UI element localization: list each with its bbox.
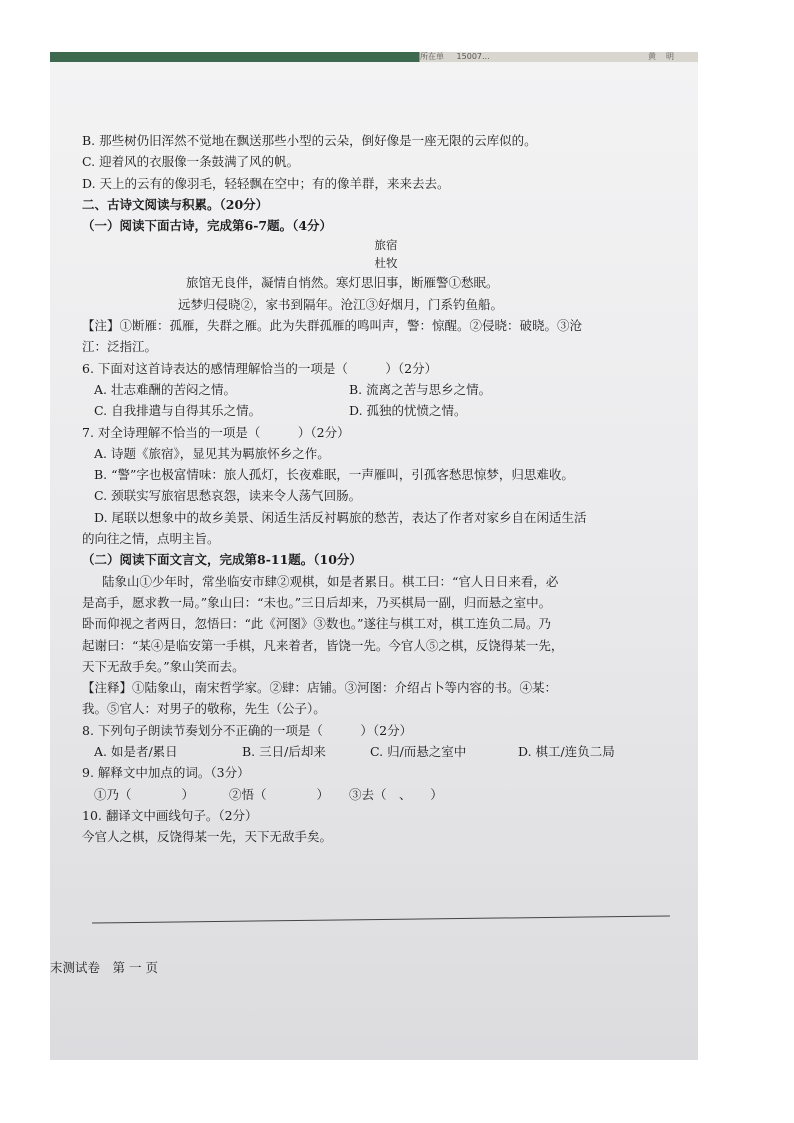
section-2-heading: 二、古诗文阅读与积累。（20分）	[82, 196, 269, 212]
q7-option-c: C. 颈联实写旅宿思愁哀怨，读来令人荡气回肠。	[94, 488, 362, 504]
question-10-sentence: 今官人之棋，反饶得某一先，天下无敌手矣。	[82, 829, 333, 845]
q9-blank-2: ②悟（ ）	[229, 786, 330, 802]
passage-note-line-1: 【注释】①陆象山，南宋哲学家。②肆：店铺。③河图：介绍占卜等内容的书。④某：	[82, 680, 558, 696]
poem-author: 杜牧	[374, 256, 398, 271]
q8-option-d: D. 棋工/连负二局	[518, 744, 615, 760]
q6-option-c: C. 自我排遣与自得其乐之情。	[94, 403, 262, 419]
option-b-line: B. 那些树仍旧浑然不觉地在飘送那些小型的云朵，倒好像是一座无限的云库似的。	[82, 133, 537, 148]
q6-option-d: D. 孤独的忧愤之情。	[349, 403, 467, 419]
q7-option-d-line-1: D. 尾联以想象中的故乡美景、闲适生活反衬羁旅的愁苦，表达了作者对家乡自在闲适生活	[94, 509, 587, 525]
q7-option-a: A. 诗题《旅宿》，显见其为羁旅怀乡之作。	[94, 445, 330, 461]
poem-line-1: 旅馆无良伴，凝情自悄然。寒灯思旧事，断雁警①愁眠。	[186, 275, 499, 291]
option-d-line: D. 天上的云有的像羽毛，轻轻飘在空中；有的像羊群，来来去去。	[82, 175, 450, 191]
poem-line-2: 远梦归侵晓②，家书到隔年。沧江③好烟月，门系钓鱼船。	[178, 296, 504, 312]
passage-line-5: 天下无敌手矣。”象山笑而去。	[82, 658, 245, 674]
poem-note-line-2: 江：泛指江。	[82, 339, 158, 355]
poem-title: 旅宿	[374, 238, 398, 253]
question-8-options	[82, 741, 690, 762]
q9-blank-3: ③去（ 、 ）	[349, 786, 443, 802]
question-6-options-row-1	[82, 379, 690, 400]
passage-line-1: 陆象山①少年时，常坐临安市肆②观棋，如是者累日。棋工曰：“官人日日来看，必	[102, 573, 559, 589]
peek-text-d: 明	[666, 52, 674, 61]
q8-option-a: A. 如是者/累日	[94, 744, 178, 760]
passage-line-2: 是高手，愿求教一局。”象山曰：“未也。”三日后却来，乃买棋局一副，归而悬之室中。	[82, 594, 552, 610]
passage-line-3: 卧而仰视之者两日，忽悟曰：“此《河图》③数也。”遂往与棋工对，棋工连负二局。乃	[82, 616, 552, 632]
page-footer: 末测试卷 第 一 页	[50, 960, 158, 975]
q6-option-b: B. 流离之苦与思乡之情。	[349, 381, 492, 397]
q8-option-c: C. 归/而悬之室中	[370, 744, 467, 760]
q7-option-d-line-2: 的向往之情，点明主旨。	[82, 531, 220, 547]
part-2-heading: （二）阅读下面文言文，完成第8-11题。（10分）	[82, 552, 362, 568]
part-1-heading: （一）阅读下面古诗，完成第6-7题。（4分）	[82, 218, 333, 234]
q7-option-b: B. “警”字也极富情味：旅人孤灯，长夜难眠，一声雁叫，引孤客愁思惊梦，归思难收。	[94, 467, 574, 483]
question-8: 8. 下列句子朗读节奏划分不正确的一项是（ ）（2分）	[82, 722, 413, 738]
option-c-line: C. 迎着风的衣服像一条鼓满了风的帆。	[82, 154, 300, 170]
passage-line-4: 起谢曰：“某④是临安第一手棋，凡来着者，皆饶一先。今官人⑤之棋，反饶得某一先，	[82, 637, 564, 653]
peek-text-c: 黄	[648, 52, 656, 61]
question-9: 9. 解释文中加点的词。（3分）	[82, 765, 250, 781]
question-9-blanks	[82, 784, 690, 805]
passage-note-line-2: 我。⑤官人：对男子的敬称，先生（公子）。	[82, 701, 326, 717]
peek-text-a: 所在单	[420, 52, 444, 61]
underlying-sheet-text	[420, 52, 698, 62]
question-10: 10. 翻译文中画线句子。（2分）	[82, 807, 258, 823]
q8-option-b: B. 三日/后却来	[242, 744, 326, 760]
exam-content	[82, 130, 690, 848]
peek-text-b: 15007...	[456, 52, 490, 61]
question-7: 7. 对全诗理解不恰当的一项是（ ）（2分）	[82, 424, 350, 440]
q9-blank-1: ①乃（ ）	[94, 786, 195, 802]
poem-note-line-1: 【注】①断雁：孤雁，失群之雁。此为失群孤雁的鸣叫声，警：惊醒。②侵晓：破晓。③沧	[82, 318, 583, 334]
question-6-options-row-2	[82, 400, 690, 421]
question-6: 6. 下面对这首诗表达的感情理解恰当的一项是（ ）（2分）	[82, 360, 438, 376]
q6-option-a: A. 壮志难酬的苦闷之情。	[94, 381, 236, 397]
exam-photo	[50, 52, 698, 1060]
